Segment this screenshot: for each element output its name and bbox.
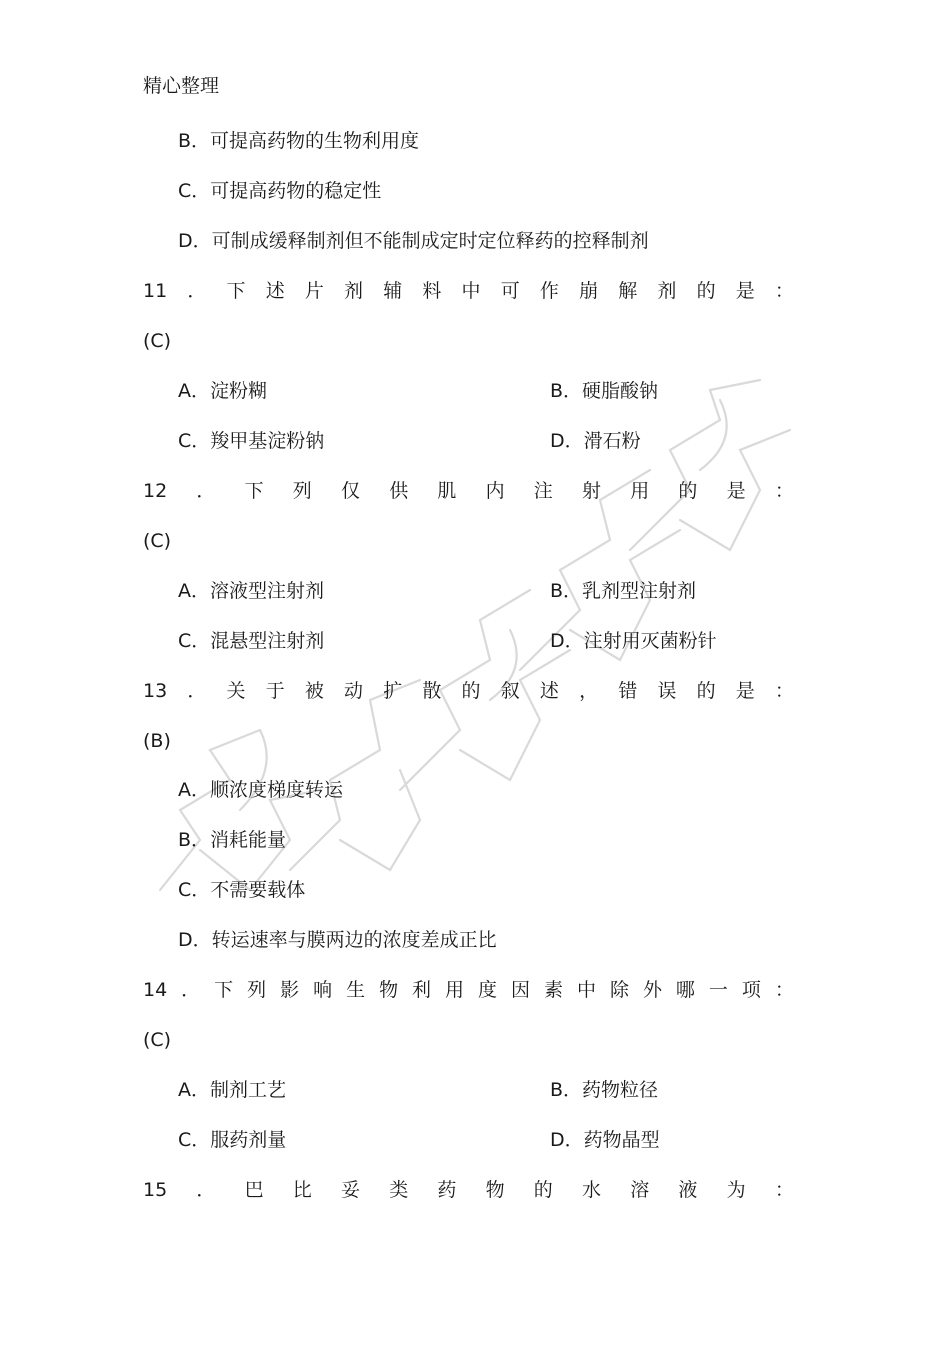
question-stem-char: 液 (678, 1179, 698, 1201)
question-14-option-d: D．药物晶型 (550, 1129, 660, 1151)
question-11-option-c: C．羧甲基淀粉钠 (178, 430, 325, 452)
question-13-stem (143, 682, 794, 701)
question-13-answer: (B) (143, 730, 171, 752)
question-stem-char: 剂 (344, 280, 364, 302)
question-stem-char: 的 (533, 1179, 553, 1201)
option-q10-d: D．可制成缓释制剂但不能制成定时定位释药的控释制剂 (178, 230, 649, 252)
question-number: 11 (143, 280, 168, 302)
question-stem-char: 辅 (383, 280, 403, 302)
question-stem-char: 料 (422, 280, 442, 302)
question-13-option-d: D．转运速率与膜两边的浓度差成正比 (178, 929, 497, 951)
question-stem-char: ： (774, 480, 794, 502)
question-stem-char: 类 (389, 1179, 409, 1201)
question-stem-char: 叙 (500, 680, 520, 702)
question-stem-char: 崩 (579, 280, 599, 302)
question-12-option-b: B．乳剂型注射剂 (550, 580, 697, 602)
question-stem-char: 哪 (675, 979, 695, 1001)
question-stem-char: 射 (582, 480, 602, 502)
question-stem-char: 下 (214, 979, 234, 1001)
question-stem-char: 影 (280, 979, 300, 1001)
question-stem-char: 妥 (340, 1179, 360, 1201)
question-11-answer: (C) (143, 330, 172, 352)
question-12-option-d: D．注射用灭菌粉针 (550, 630, 717, 652)
question-stem-char: 的 (678, 480, 698, 502)
question-14-option-c: C．服药剂量 (178, 1129, 287, 1151)
question-11-option-b: B．硬脂酸钠 (550, 380, 659, 402)
question-stem-char: 错 (618, 680, 638, 702)
question-stem-char: 下 (226, 280, 246, 302)
question-stem-char: 作 (539, 280, 559, 302)
question-stem-char: 是 (735, 280, 755, 302)
question-stem-char: 溶 (630, 1179, 650, 1201)
question-stem-char: 片 (304, 280, 324, 302)
question-stem-char: 用 (445, 979, 465, 1001)
question-stem-char: ： (774, 280, 794, 302)
question-stem-char: ． (196, 480, 216, 502)
question-14-option-b: B．药物粒径 (550, 1079, 659, 1101)
option-q10-b: B．可提高药物的生物利用度 (178, 130, 420, 152)
question-stem-char: ， (579, 680, 599, 702)
question-13-option-a: A．顺浓度梯度转运 (178, 779, 343, 801)
question-stem-char: ． (187, 280, 207, 302)
question-stem-char: 的 (696, 280, 716, 302)
question-stem-char: 一 (708, 979, 728, 1001)
question-11-stem (143, 282, 794, 301)
question-stem-char: ： (774, 979, 794, 1001)
question-stem-char: 比 (292, 1179, 312, 1201)
question-stem-char: ： (774, 680, 794, 702)
question-stem-char: 是 (726, 480, 746, 502)
question-stem-char: 扩 (383, 680, 403, 702)
question-stem-char: 生 (346, 979, 366, 1001)
question-stem-char: 素 (543, 979, 563, 1001)
question-15-stem (143, 1181, 794, 1200)
question-stem-char: 被 (304, 680, 324, 702)
question-stem-char: 水 (582, 1179, 602, 1201)
question-stem-char: 可 (500, 280, 520, 302)
question-stem-char: 解 (618, 280, 638, 302)
question-number: 13 (143, 680, 168, 702)
question-stem-char: 剂 (657, 280, 677, 302)
question-stem-char: ． (181, 979, 201, 1001)
question-stem-char: 仅 (340, 480, 360, 502)
question-stem-char: 散 (422, 680, 442, 702)
page-header: 精心整理 (143, 75, 220, 97)
question-stem-char: 的 (461, 680, 481, 702)
question-stem-char: 的 (696, 680, 716, 702)
question-stem-char: 中 (461, 280, 481, 302)
question-stem-char: 述 (539, 680, 559, 702)
question-stem-char: 利 (412, 979, 432, 1001)
question-stem-char: 用 (630, 480, 650, 502)
question-number: 14 (143, 979, 168, 1001)
question-stem-char: ． (196, 1179, 216, 1201)
question-stem-char: 物 (485, 1179, 505, 1201)
question-stem-char: 是 (735, 680, 755, 702)
question-number: 12 (143, 480, 168, 502)
question-stem-char: 度 (478, 979, 498, 1001)
question-stem-char: 中 (576, 979, 596, 1001)
question-stem-char: 列 (247, 979, 267, 1001)
question-stem-char: 注 (533, 480, 553, 502)
option-q10-c: C．可提高药物的稳定性 (178, 180, 382, 202)
question-stem-char: 外 (642, 979, 662, 1001)
question-stem-char: 于 (265, 680, 285, 702)
question-stem-char: 供 (389, 480, 409, 502)
question-stem-char: 关 (226, 680, 246, 702)
question-stem-char: 误 (657, 680, 677, 702)
question-14-stem (143, 981, 794, 1000)
question-stem-char: 除 (609, 979, 629, 1001)
question-stem-char: 为 (726, 1179, 746, 1201)
question-stem-char: ： (774, 1179, 794, 1201)
question-11-option-d: D．滑石粉 (550, 430, 641, 452)
question-stem-char: 巴 (244, 1179, 264, 1201)
question-13-option-c: C．不需要载体 (178, 879, 306, 901)
question-stem-char: 下 (244, 480, 264, 502)
question-stem-char: 列 (292, 480, 312, 502)
question-14-option-a: A．制剂工艺 (178, 1079, 286, 1101)
question-stem-char: 肌 (437, 480, 457, 502)
question-13-option-b: B．消耗能量 (178, 829, 287, 851)
question-12-option-c: C．混悬型注射剂 (178, 630, 325, 652)
question-stem-char: 药 (437, 1179, 457, 1201)
question-12-stem (143, 482, 794, 501)
question-stem-char: 物 (379, 979, 399, 1001)
question-11-option-a: A．淀粉糊 (178, 380, 267, 402)
question-stem-char: 动 (344, 680, 364, 702)
question-14-answer: (C) (143, 1029, 172, 1051)
question-stem-char: ． (187, 680, 207, 702)
question-stem-char: 内 (485, 480, 505, 502)
question-stem-char: 响 (313, 979, 333, 1001)
question-12-option-a: A．溶液型注射剂 (178, 580, 324, 602)
question-12-answer: (C) (143, 530, 172, 552)
question-stem-char: 项 (741, 979, 761, 1001)
question-number: 15 (143, 1179, 168, 1201)
question-stem-char: 因 (511, 979, 531, 1001)
question-stem-char: 述 (265, 280, 285, 302)
